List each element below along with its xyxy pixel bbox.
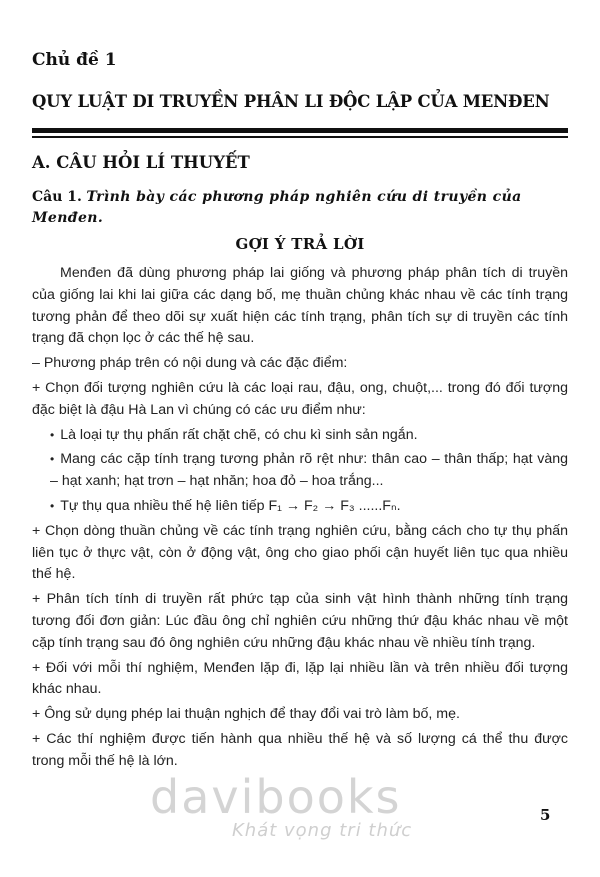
- paragraph: + Chọn đối tượng nghiên cứu là các loại rau, đậu, ong, chuột,... trong đó đối tượng đặc biệt là đậu Hà Lan vì chúng có các ưu điểm như:: [32, 379, 568, 418]
- title-divider-thin: [32, 136, 568, 138]
- paragraph: Menđen đã dùng phương pháp lai giống và phương pháp phân tích di truyền của giống lai khi lai giữa các dạng bố, mẹ thuần chủng khác nhau về các tính trạng tương phản để theo dõi sự xuất hiện các tính trạng, phân tích sự di truyền các tính trạng đã chọn lọc ở các thế hệ sau.: [32, 265, 568, 347]
- bullet-text: Tự thụ qua nhiều thế hệ liên tiếp F₁ → F₂ → F₃ ......Fₙ.: [60, 497, 401, 514]
- question-text: Trình bày các phương pháp nghiên cứu di truyền của Menđen.: [32, 189, 522, 226]
- bullet-item: [32, 449, 568, 493]
- bullet-icon: •: [50, 498, 55, 513]
- bullet-text: Là loại tự thụ phấn rất chặt chẽ, có chu kì sinh sản ngắn.: [60, 426, 418, 443]
- bullet-item: [32, 425, 568, 447]
- topic-label: Chủ đề 1: [32, 50, 117, 70]
- title-divider-thick: [32, 128, 568, 133]
- paragraph: – Phương pháp trên có nội dung và các đặc điểm:: [32, 355, 348, 372]
- paragraph: + Phân tích tính di truyền rất phức tạp của sinh vật hình thành những tính trạng tương đối đơn giản: Lúc đầu ông chỉ nghiên cứu những thứ đậu khác nhau về một cặp tính trạng sau đó ông nghiên cứu những đậu khác nhau về nhiều tính trạng.: [32, 591, 568, 651]
- question-block: [32, 187, 568, 229]
- question-label: Câu 1.: [32, 189, 82, 205]
- watermark-logo: davibooks: [150, 770, 402, 824]
- bullet-item: [32, 496, 568, 518]
- watermark-tagline: Khát vọng tri thức: [232, 820, 413, 841]
- section-heading: A. CÂU HỎI LÍ THUYẾT: [32, 153, 250, 172]
- bullet-icon: •: [50, 427, 55, 442]
- answer-body: [32, 263, 568, 776]
- paragraph: + Các thí nghiệm được tiến hành qua nhiều thế hệ và số lượng cá thể thu được trong mỗi thế hệ là lớn.: [32, 730, 568, 769]
- paragraph: + Chọn dòng thuần chủng về các tính trạng nghiên cứu, bằng cách cho tự thụ phấn liên tục ở thực vật, còn ở động vật, ông cho giao phối cận huyết liên tục qua nhiều thế hệ.: [32, 522, 568, 583]
- bullet-text: Mang các cặp tính trạng tương phản rõ rệt như: thân cao – thân thấp; hạt vàng – hạt xanh; hạt trơn – hạt nhăn; hoa đỏ – hoa trắng...: [50, 451, 568, 490]
- paragraph: + Đối với mỗi thí nghiệm, Menđen lặp đi, lặp lại nhiều lần và trên nhiều đối tượng khác nhau.: [32, 659, 568, 698]
- paragraph: + Ông sử dụng phép lai thuận nghịch để thay đổi vai trò làm bố, mẹ.: [32, 706, 460, 723]
- bullet-icon: •: [50, 452, 55, 467]
- answer-heading: GỢI Ý TRẢ LỜI: [235, 235, 365, 253]
- chapter-title: QUY LUẬT DI TRUYỀN PHÂN LI ĐỘC LẬP CỦA MENĐEN: [32, 92, 550, 111]
- page-number: 5: [540, 806, 551, 824]
